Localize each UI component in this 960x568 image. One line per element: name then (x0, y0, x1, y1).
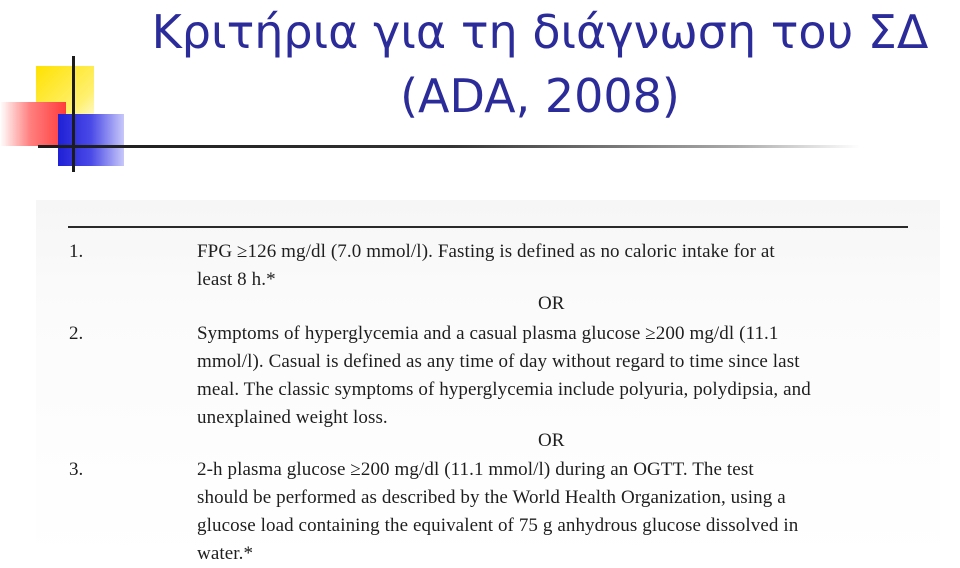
criterion-2-text (197, 320, 913, 432)
criterion-3-line-4: water.* (197, 543, 254, 564)
slide-title (120, 0, 960, 128)
criterion-2-line-3: meal. The classic symptoms of hyperglycemia include polyuria, polydipsia, and (197, 379, 811, 400)
criterion-3-text (197, 456, 913, 568)
criterion-2-line-2: mmol/l). Casual is defined as any time of day without regard to time since last (197, 351, 800, 372)
or-separator-1: OR (538, 293, 565, 314)
criterion-1-line-2: least 8 h.* (197, 269, 276, 290)
criterion-1-text (197, 238, 913, 294)
slide-title-line-1: Κριτήρια για τη διάγνωση του ΣΔ (151, 5, 929, 59)
criterion-2-line-1: Symptoms of hyperglycemia and a casual plasma glucose ≥200 mg/dl (11.1 (197, 323, 779, 344)
decorative-vertical-line (72, 56, 75, 172)
criterion-3-line-1: 2-h plasma glucose ≥200 mg/dl (11.1 mmol/l) during an OGTT. The test (197, 459, 754, 480)
criterion-2-line-4: unexplained weight loss. (197, 407, 388, 428)
slide-title-line-2: (ADA, 2008) (400, 69, 680, 123)
criterion-2-number: 2. (69, 323, 84, 344)
criterion-3-line-2: should be performed as described by the World Health Organization, using a (197, 487, 786, 508)
decorative-red-bar (0, 102, 66, 146)
scanned-criteria-document (36, 200, 940, 563)
criterion-3-line-3: glucose load containing the equivalent of 75 g anhydrous glucose dissolved in (197, 515, 799, 536)
document-top-rule (68, 226, 908, 228)
criterion-1-line-1: FPG ≥126 mg/dl (7.0 mmol/l). Fasting is defined as no caloric intake for at (197, 241, 775, 262)
criterion-3-number: 3. (69, 459, 84, 480)
criterion-1-number: 1. (69, 241, 84, 262)
or-separator-2: OR (538, 430, 565, 451)
decorative-blue-square (58, 114, 124, 166)
title-underline (38, 145, 860, 148)
